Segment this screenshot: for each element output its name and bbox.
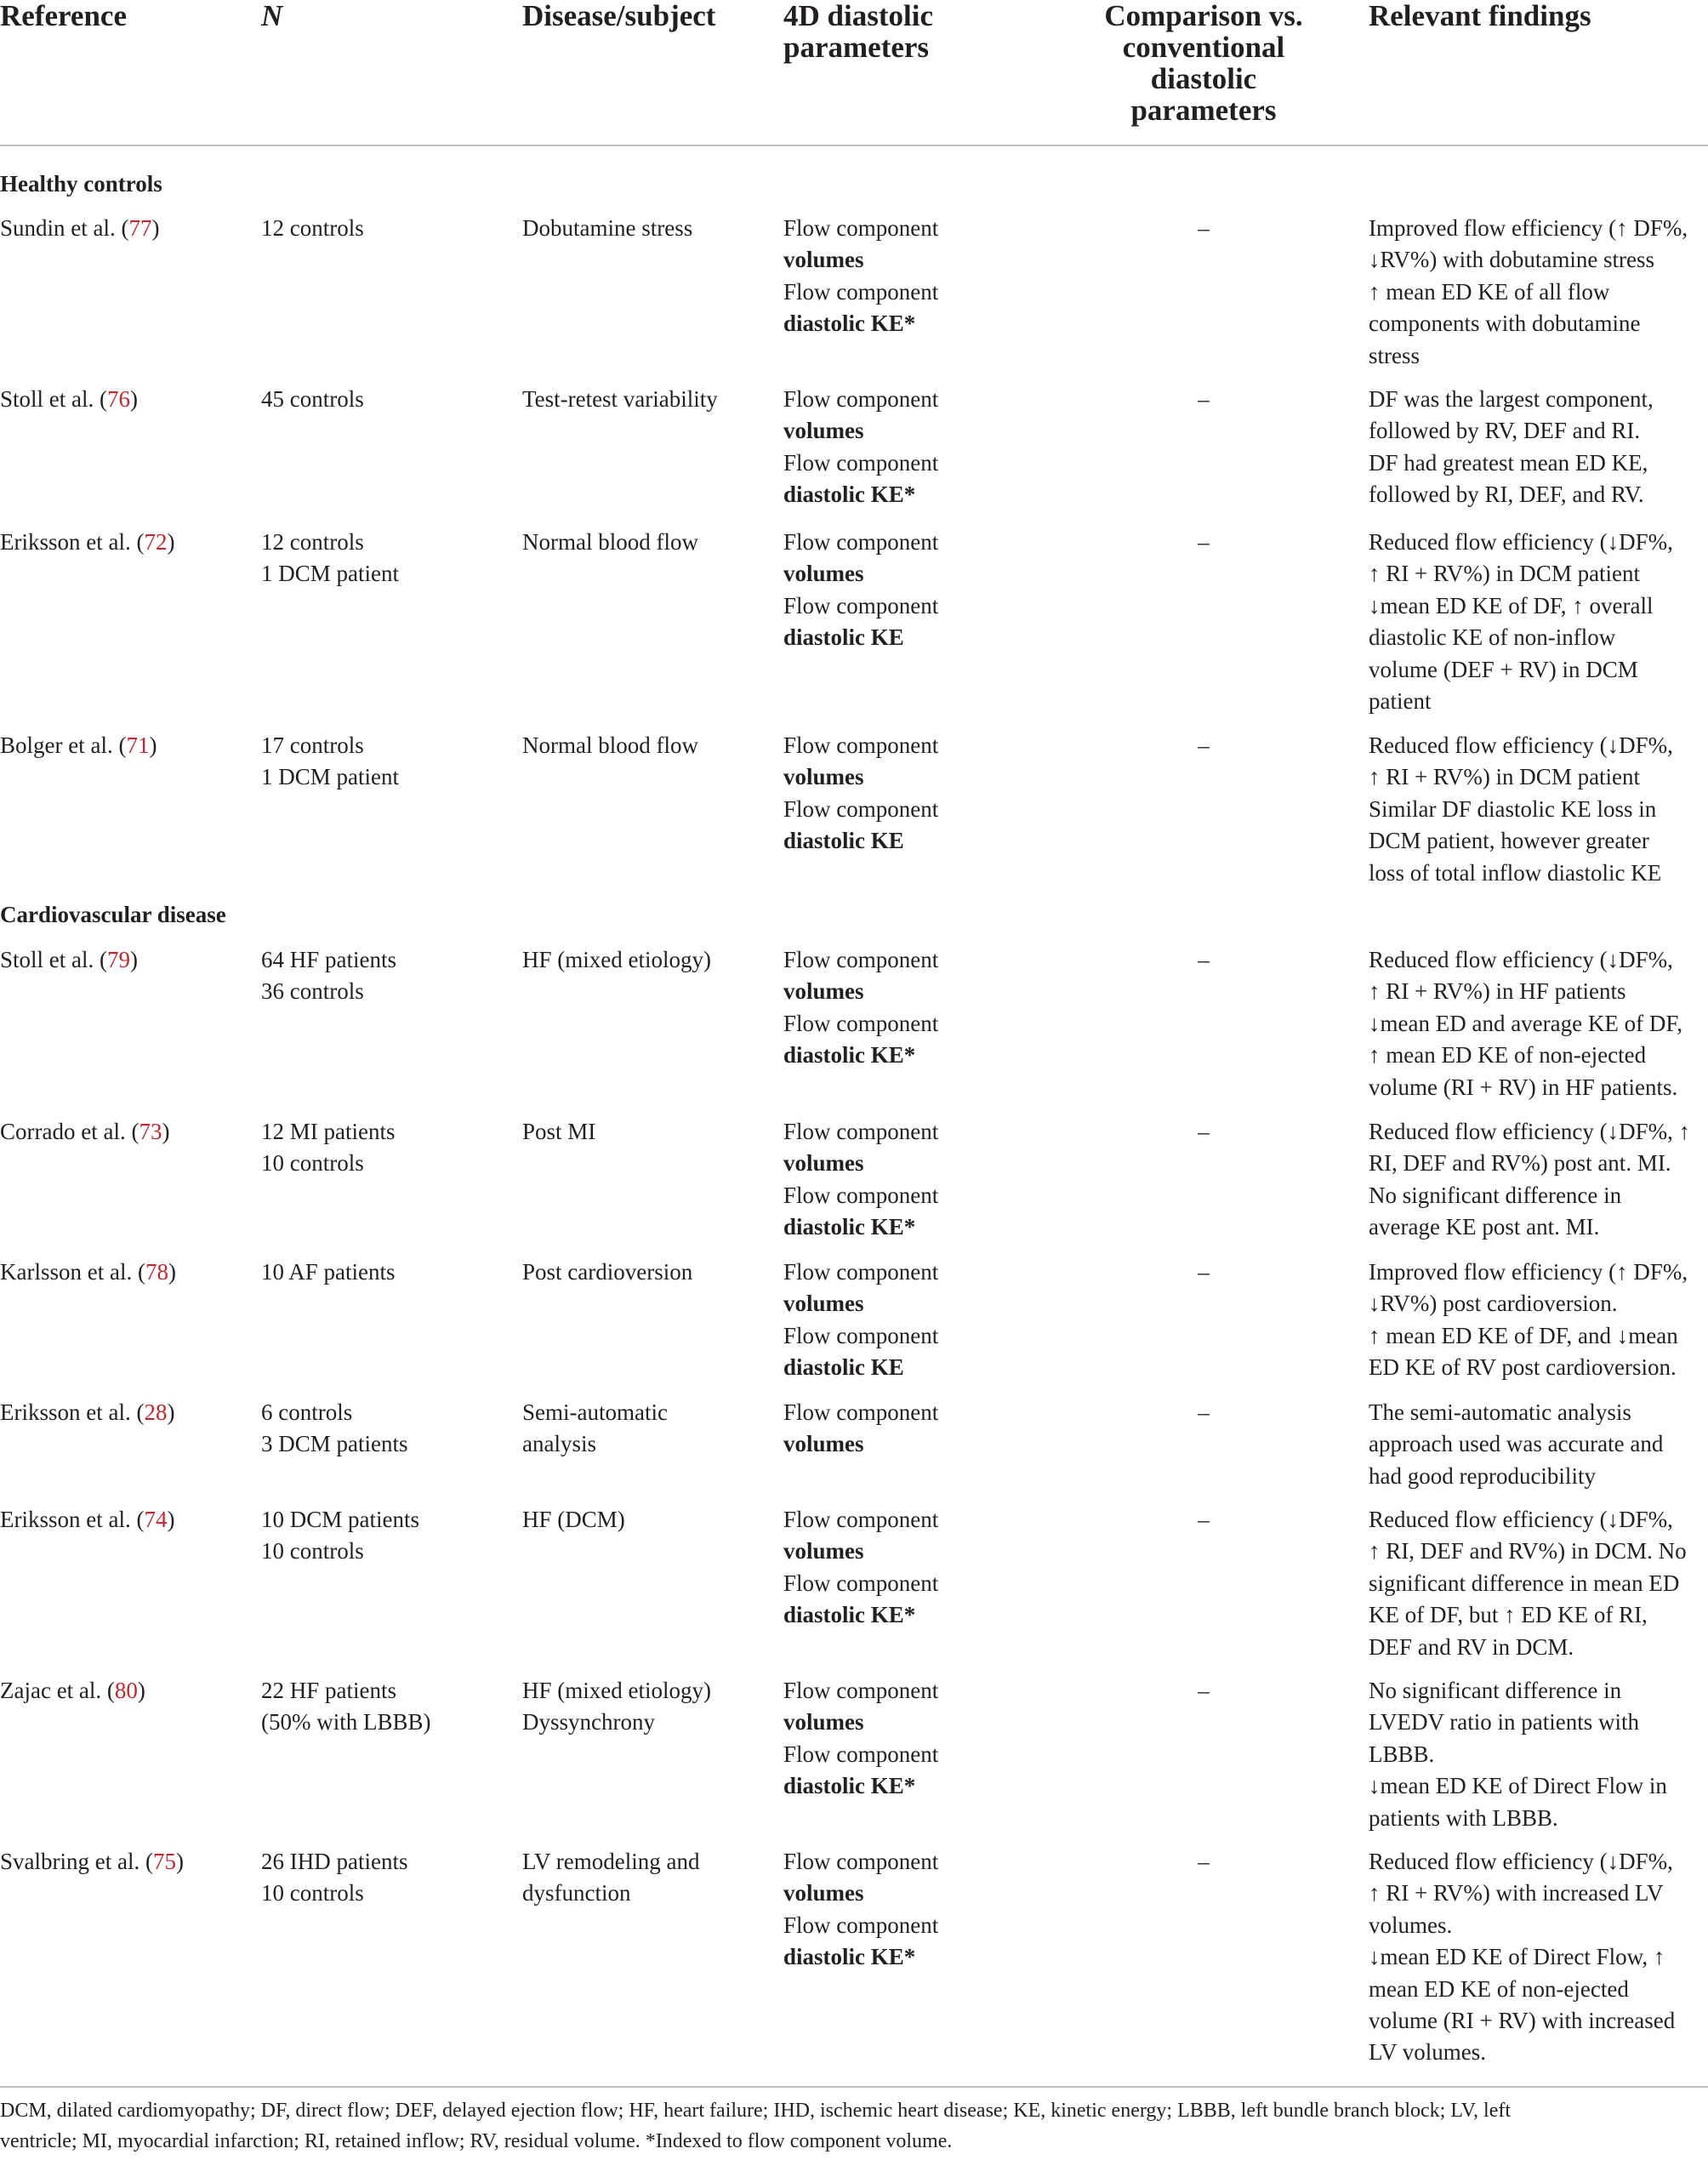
header-reference: Reference xyxy=(0,0,127,32)
table-row-disease: LV remodeling and dysfunction xyxy=(522,1849,700,1906)
table-row-n: 10 DCM patients 10 controls xyxy=(261,1507,419,1564)
table-row-disease: Post cardioversion xyxy=(522,1259,693,1285)
citation-link[interactable]: 72 xyxy=(144,529,168,555)
table-row-params: Flow component volumes Flow component diastolic KE xyxy=(783,732,939,854)
table-row-disease: Dobutamine stress xyxy=(522,215,693,241)
header-divider xyxy=(0,145,1708,146)
table-row-comparison: – xyxy=(1198,386,1210,412)
table-row-comparison: – xyxy=(1198,947,1210,972)
citation-link[interactable]: 75 xyxy=(152,1849,176,1874)
table-row-n: 10 AF patients xyxy=(261,1259,396,1285)
citation-link[interactable]: 80 xyxy=(114,1678,138,1703)
citation-link[interactable]: 71 xyxy=(126,732,150,758)
table-row-disease: Test-retest variability xyxy=(522,386,718,412)
table-row-comparison: – xyxy=(1198,215,1210,241)
table-row-n: 12 controls xyxy=(261,215,364,241)
table-row-n: 26 IHD patients 10 controls xyxy=(261,1849,408,1906)
table-row-reference: Eriksson et al. (72) xyxy=(0,529,175,555)
table-row-reference: Eriksson et al. (28) xyxy=(0,1399,175,1425)
table-row-n: 17 controls 1 DCM patient xyxy=(261,732,399,790)
citation-link[interactable]: 73 xyxy=(139,1119,162,1144)
citation-link[interactable]: 74 xyxy=(144,1507,168,1532)
table-row-reference: Sundin et al. (77) xyxy=(0,215,160,241)
table-row-params: Flow component volumes Flow component diastolic KE* xyxy=(783,1849,939,1970)
header-params: 4D diastolic parameters xyxy=(783,0,933,64)
table-row-params: Flow component volumes Flow component diastolic KE* xyxy=(783,1678,939,1799)
table-row-comparison: – xyxy=(1198,1507,1210,1532)
table-row-findings: Improved flow efficiency (↑ DF%, ↓RV%) with dobutamine stress ↑ mean ED KE of all flow components with dobutamine stress xyxy=(1369,215,1688,368)
table-row-n: 12 controls 1 DCM patient xyxy=(261,529,399,587)
table-row-comparison: – xyxy=(1198,529,1210,555)
table-row-disease: Post MI xyxy=(522,1119,596,1144)
table-row-reference: Stoll et al. (79) xyxy=(0,947,138,972)
table-row-params: Flow component volumes Flow component diastolic KE* xyxy=(783,1507,939,1628)
footer-divider xyxy=(0,2086,1708,2088)
header-n: N xyxy=(261,0,283,32)
table-row-n: 45 controls xyxy=(261,386,364,412)
table-row-disease: HF (mixed etiology) Dyssynchrony xyxy=(522,1678,711,1735)
table-row-reference: Karlsson et al. (78) xyxy=(0,1259,176,1285)
table-row-reference: Corrado et al. (73) xyxy=(0,1119,170,1144)
table-row-reference: Zajac et al. (80) xyxy=(0,1678,145,1703)
table-row-comparison: – xyxy=(1198,1399,1210,1425)
table-row-reference: Bolger et al. (71) xyxy=(0,732,157,758)
section-cardiovascular-disease: Cardiovascular disease xyxy=(0,902,226,927)
table-row-comparison: – xyxy=(1198,1678,1210,1703)
table-row-n: 64 HF patients 36 controls xyxy=(261,947,396,1005)
table-row-reference: Svalbring et al. (75) xyxy=(0,1849,184,1874)
table-row-findings: Reduced flow efficiency (↓DF%, ↑ RI, DEF and RV%) in DCM. No significant difference in mean ED KE of DF, but ↑ ED KE of RI, DEF and RV in DCM. xyxy=(1369,1507,1687,1660)
table-row-disease: Normal blood flow xyxy=(522,732,698,758)
table-row-params: Flow component volumes xyxy=(783,1399,939,1457)
table-row-findings: No significant difference in LVEDV ratio in patients with LBBB. ↓mean ED KE of Direct Flow in patients with LBBB. xyxy=(1369,1678,1667,1831)
header-disease: Disease/subject xyxy=(522,0,716,32)
table-row-findings: The semi-automatic analysis approach used was accurate and had good reproducibility xyxy=(1369,1399,1664,1489)
table-row-disease: HF (mixed etiology) xyxy=(522,947,711,972)
table-row-n: 12 MI patients 10 controls xyxy=(261,1119,396,1177)
table-row-comparison: – xyxy=(1198,732,1210,758)
header-comparison: Comparison vs. conventional diastolic parameters xyxy=(1104,0,1303,127)
table-row-reference: Stoll et al. (76) xyxy=(0,386,138,412)
section-healthy-controls: Healthy controls xyxy=(0,171,162,197)
table-row-findings: DF was the largest component, followed by RV, DEF and RI. DF had greatest mean ED KE, followed by RI, DEF, and RV. xyxy=(1369,386,1654,508)
table-row-reference: Eriksson et al. (74) xyxy=(0,1507,175,1532)
table-row-disease: Semi-automatic analysis xyxy=(522,1399,668,1457)
citation-link[interactable]: 78 xyxy=(145,1259,168,1285)
table-row-params: Flow component volumes Flow component diastolic KE xyxy=(783,1259,939,1381)
table-row-findings: Reduced flow efficiency (↓DF%, ↑ RI, DEF and RV%) post ant. MI. No significant difference in average KE post ant. MI. xyxy=(1369,1119,1691,1240)
table-row-disease: HF (DCM) xyxy=(522,1507,625,1532)
table-row-comparison: – xyxy=(1198,1259,1210,1285)
table-row-params: Flow component volumes Flow component diastolic KE* xyxy=(783,386,939,508)
table-row-params: Flow component volumes Flow component diastolic KE* xyxy=(783,215,939,337)
table-row-n: 22 HF patients (50% with LBBB) xyxy=(261,1678,431,1735)
table-row-findings: Reduced flow efficiency (↓DF%, ↑ RI + RV%) in HF patients ↓mean ED and average KE of DF, ↑ mean ED KE of non-ejected volume (RI + RV) in HF patients. xyxy=(1369,947,1682,1100)
citation-link[interactable]: 28 xyxy=(144,1399,168,1425)
table-row-comparison: – xyxy=(1198,1119,1210,1144)
table-row-findings: Reduced flow efficiency (↓DF%, ↑ RI + RV%) with increased LV volumes. ↓mean ED KE of Direct Flow, ↑ mean ED KE of non-ejected volume (RI + RV) with increased LV volumes. xyxy=(1369,1849,1676,2066)
table-row-findings: Improved flow efficiency (↑ DF%, ↓RV%) post cardioversion. ↑ mean ED KE of DF, and ↓mean ED KE of RV post cardioversion. xyxy=(1369,1259,1688,1381)
table-row-params: Flow component volumes Flow component diastolic KE* xyxy=(783,1119,939,1240)
table-row-findings: Reduced flow efficiency (↓DF%, ↑ RI + RV%) in DCM patient ↓mean ED KE of DF, ↑ overall diastolic KE of non-inflow volume (DEF + RV) in DCM patient xyxy=(1369,529,1673,715)
citation-link[interactable]: 79 xyxy=(106,947,130,972)
table-footnote: DCM, dilated cardiomyopathy; DF, direct flow; DEF, delayed ejection flow; HF, heart failure; IHD, ischemic heart disease; KE, kinetic energy; LBBB, left bundle branch block; LV, left ventricle; MI, myocardial infarction; RI, retained inflow; RV, residual volume. *Indexed to flow component volume. xyxy=(0,2100,1512,2152)
table-row-n: 6 controls 3 DCM patients xyxy=(261,1399,408,1457)
table-row-params: Flow component volumes Flow component diastolic KE xyxy=(783,529,939,651)
table-row-params: Flow component volumes Flow component diastolic KE* xyxy=(783,947,939,1069)
table-row-disease: Normal blood flow xyxy=(522,529,698,555)
citation-link[interactable]: 76 xyxy=(106,386,130,412)
table-row-comparison: – xyxy=(1198,1849,1210,1874)
citation-link[interactable]: 77 xyxy=(128,215,152,241)
header-findings: Relevant findings xyxy=(1369,0,1591,32)
table-row-findings: Reduced flow efficiency (↓DF%, ↑ RI + RV%) in DCM patient Similar DF diastolic KE loss in DCM patient, however greater loss of total inflow diastolic KE xyxy=(1369,732,1673,886)
